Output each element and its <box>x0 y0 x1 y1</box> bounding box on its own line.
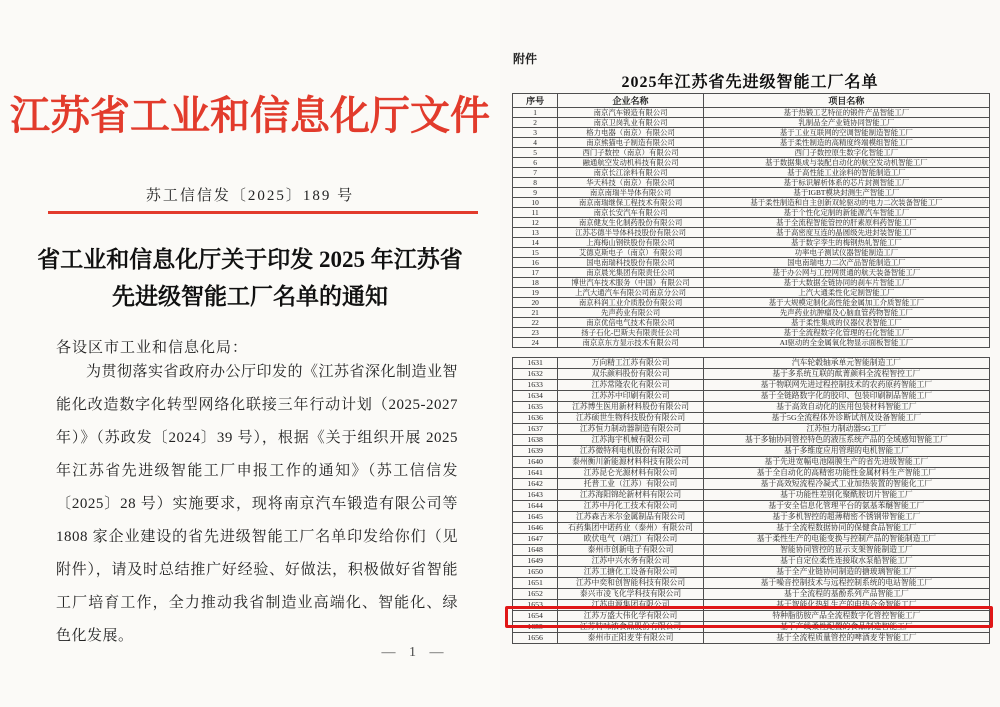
table-header-row <box>513 94 990 108</box>
row-index: 1649 <box>513 556 558 567</box>
company-name: 上海梅山钢铁股份有限公司 <box>558 238 703 248</box>
row-index: 17 <box>513 268 558 278</box>
row-index: 1648 <box>513 545 558 556</box>
table-row <box>513 600 990 611</box>
table-row <box>513 168 990 178</box>
notice-title-line2: 先进级智能工厂名单的通知 <box>112 284 388 309</box>
company-name: 南京熊猫电子制造有限公司 <box>558 138 703 148</box>
notice-title-line1: 省工业和信息化厅关于印发 2025 年江苏省 <box>37 247 463 272</box>
table-row <box>513 512 990 523</box>
row-index: 9 <box>513 188 558 198</box>
company-name: 国电南瑞科技股份有限公司 <box>558 258 703 268</box>
factory-list-table-block2 <box>512 357 990 644</box>
row-index: 1643 <box>513 490 558 501</box>
row-index: 3 <box>513 128 558 138</box>
project-name: 基于高效短流程冷凝式工业加热装置的智能化工厂 <box>703 479 989 490</box>
company-name: 江苏申源集团有限公司 <box>558 600 703 611</box>
company-name: 江苏博生医用新材料股份有限公司 <box>558 402 703 413</box>
row-index: 15 <box>513 248 558 258</box>
company-name: 南京汽车锻造有限公司 <box>558 108 703 118</box>
company-name: 双乐颜料股份有限公司 <box>558 369 703 380</box>
table-row <box>513 138 990 148</box>
table-row <box>513 208 990 218</box>
company-name: 江苏万盛大伟化学有限公司 <box>558 611 703 622</box>
row-index: 1651 <box>513 578 558 589</box>
row-index: 1639 <box>513 446 558 457</box>
row-index: 1641 <box>513 468 558 479</box>
table-row <box>513 118 990 128</box>
row-index: 1656 <box>513 633 558 644</box>
company-name: 南京优倍电气技术有限公司 <box>558 318 703 328</box>
row-index: 7 <box>513 168 558 178</box>
project-name: 基于热锻工艺特征的锻件产品智能工厂 <box>703 108 989 118</box>
company-name: 南京长江涂料有限公司 <box>558 168 703 178</box>
project-name: 基于个性化定制的新能源汽车智能工厂 <box>703 208 989 218</box>
row-index: 13 <box>513 228 558 238</box>
company-name: 南京健友生化制药股份有限公司 <box>558 218 703 228</box>
row-index: 12 <box>513 218 558 228</box>
company-name: 欧伏电气（靖江）有限公司 <box>558 534 703 545</box>
row-index: 1631 <box>513 358 558 369</box>
company-name: 石药集团中诺药业（泰州）有限公司 <box>558 523 703 534</box>
company-name: 融通航空发动机科技有限公司 <box>558 158 703 168</box>
company-name: 格力电器（南京）有限公司 <box>558 128 703 138</box>
table-row <box>513 391 990 402</box>
table-row <box>513 468 990 479</box>
row-index: 24 <box>513 338 558 348</box>
row-index: 1638 <box>513 435 558 446</box>
row-index: 1 <box>513 108 558 118</box>
row-index: 18 <box>513 278 558 288</box>
company-name: 江苏中兴水务有限公司 <box>558 556 703 567</box>
table-row <box>513 501 990 512</box>
company-name: 博世汽车技术服务（中国）有限公司 <box>558 278 703 288</box>
row-index: 20 <box>513 298 558 308</box>
row-index: 5 <box>513 148 558 158</box>
project-name: 基于IGBT模块封测生产智能工厂 <box>703 188 989 198</box>
row-index: 23 <box>513 328 558 338</box>
letterhead-divider <box>48 211 478 214</box>
project-name: 功率电子测试仪器智能制造工厂 <box>703 248 989 258</box>
company-name: 江苏微特利电机股份有限公司 <box>558 446 703 457</box>
project-name: 基于工业互联网的空调智能制造智能工厂 <box>703 128 989 138</box>
company-name: 江苏昆仑光源材料有限公司 <box>558 468 703 479</box>
project-name: 汽车轮毂轴承单元智能制造工厂 <box>703 358 989 369</box>
project-name: 基于高性能工业涂料的智能制造工厂 <box>703 168 989 178</box>
page-number: — 1 — <box>381 645 449 660</box>
row-index: 1645 <box>513 512 558 523</box>
project-name: 基于高密度互连的晶圆级先进封装智能工厂 <box>703 228 989 238</box>
attachment-table-title: 2025年江苏省先进级智能工厂名单 <box>621 74 879 91</box>
project-name: 国电南瑞电力二次产品智能制造工厂 <box>703 258 989 268</box>
table-row <box>513 633 990 644</box>
project-name: AI驱动的全金属氧化物显示面板智能工厂 <box>703 338 989 348</box>
company-name: 上汽大通汽车有限公司南京分公司 <box>558 288 703 298</box>
project-name: 基于标识解析体系的芯片封测智能工厂 <box>703 178 989 188</box>
project-name: 基于5G全流程体外诊断试剂及设备智能工厂 <box>703 413 989 424</box>
company-name: 泰州市创新电子有限公司 <box>558 545 703 556</box>
project-name: 乳制品全产业链协同智能工厂 <box>703 118 989 128</box>
table-row <box>513 238 990 248</box>
company-name: 江苏海宇机械有限公司 <box>558 435 703 446</box>
company-name: 江苏中丹化工技术有限公司 <box>558 501 703 512</box>
table-row <box>513 258 990 268</box>
row-index: 1653 <box>513 600 558 611</box>
table-row <box>513 523 990 534</box>
table-row <box>513 578 990 589</box>
table-row <box>513 446 990 457</box>
company-name: 南京京东方显示技术有限公司 <box>558 338 703 348</box>
project-name: 基于大数据全链协同的刹车片智能工厂 <box>703 278 989 288</box>
salutation: 各设区市工业和信息化局： <box>56 340 249 356</box>
row-index: 11 <box>513 208 558 218</box>
row-index: 22 <box>513 318 558 328</box>
project-name: 基于全流程智能管控的肝素原料药智能工厂 <box>703 218 989 228</box>
column-header: 序号 <box>513 94 558 108</box>
company-name: 南京科润工业介质股份有限公司 <box>558 298 703 308</box>
column-header: 企业名称 <box>558 94 703 108</box>
row-index: 1632 <box>513 369 558 380</box>
project-name: 基于柔性集成的仪器仪表智能工厂 <box>703 318 989 328</box>
company-name: 南京晨光集团有限责任公司 <box>558 268 703 278</box>
row-index: 16 <box>513 258 558 268</box>
company-name: 江苏特味浓食品股份有限公司 <box>558 622 703 633</box>
table-row <box>513 328 990 338</box>
table-row <box>513 228 990 238</box>
table-row <box>513 358 990 369</box>
company-name: 江苏常隆农化有限公司 <box>558 380 703 391</box>
table-row <box>513 424 990 435</box>
table-row <box>513 589 990 600</box>
table-row <box>513 268 990 278</box>
row-index: 19 <box>513 288 558 298</box>
row-index: 1652 <box>513 589 558 600</box>
company-name: 江苏恒力制动器制造有限公司 <box>558 424 703 435</box>
project-name: 基于产线柔性配置的食品制造智能工厂 <box>703 622 989 633</box>
project-name: 基于全流程质量管控的啤酒麦芽智能工厂 <box>703 633 989 644</box>
company-name: 江苏海阳锦纶新材料有限公司 <box>558 490 703 501</box>
company-name: 南京南瑞继保工程技术有限公司 <box>558 198 703 208</box>
table-row <box>513 435 990 446</box>
row-index: 1655 <box>513 622 558 633</box>
project-name: 基于先进宽幅电池隔膜生产的省先进级智能工厂 <box>703 457 989 468</box>
row-index: 1646 <box>513 523 558 534</box>
project-name: 基于多系统互联的酞菁颜料全流程智控工厂 <box>703 369 989 380</box>
document-number: 苏工信信发〔2025〕189 号 <box>145 188 355 204</box>
project-name: 基于柔性制造和自主创新双轮驱动的电力二次装备智能工厂 <box>703 198 989 208</box>
project-name: 江苏恒力制动器5G工厂 <box>703 424 989 435</box>
company-name: 江苏苏中印刷有限公司 <box>558 391 703 402</box>
table-row <box>513 188 990 198</box>
project-name: 基于数字孪生的梅钢热轧智能工厂 <box>703 238 989 248</box>
project-name: 特种脂肪胺产品全流程数字化管控智能工厂 <box>703 611 989 622</box>
table-row <box>513 158 990 168</box>
table-row <box>513 278 990 288</box>
company-name: 先声药业有限公司 <box>558 308 703 318</box>
project-name: 基于物联网先进过程控制技术的农药原药智能工厂 <box>703 380 989 391</box>
project-name: 基于多机智控的超薄精密不锈钢带智能工厂 <box>703 512 989 523</box>
table-row <box>513 178 990 188</box>
table-row <box>513 308 990 318</box>
company-name: 华天科技（南京）有限公司 <box>558 178 703 188</box>
row-index: 1644 <box>513 501 558 512</box>
company-name: 江苏中奕和创智能科技有限公司 <box>558 578 703 589</box>
company-name: 泰州衡川新能源材料科技有限公司 <box>558 457 703 468</box>
company-name: 南京卫岗乳业有限公司 <box>558 118 703 128</box>
row-index: 1634 <box>513 391 558 402</box>
project-name: 基于全流程数据协同的保健食品智能工厂 <box>703 523 989 534</box>
row-index: 1640 <box>513 457 558 468</box>
project-name: 基于智能化热轧生产的电热合金智能工厂 <box>703 600 989 611</box>
company-name: 南京长安汽车有限公司 <box>558 208 703 218</box>
table-row <box>513 318 990 328</box>
row-index: 1654 <box>513 611 558 622</box>
project-name: 智能协同管控的显示支架智能制造工厂 <box>703 545 989 556</box>
project-name: 基于全流程的基酚系列产品智能工厂 <box>703 589 989 600</box>
project-name: 基于全流程数字化管理的石化智能工厂 <box>703 328 989 338</box>
table-row <box>513 198 990 208</box>
table-row <box>513 148 990 158</box>
row-index: 4 <box>513 138 558 148</box>
attachment-label: 附件 <box>513 52 538 66</box>
row-index: 1633 <box>513 380 558 391</box>
table-row <box>513 556 990 567</box>
row-index: 1650 <box>513 567 558 578</box>
factory-list-table-block1 <box>512 93 990 348</box>
letterhead-title: 江苏省工业和信息化厅文件 <box>10 93 490 138</box>
company-name: 万向精工江苏有限公司 <box>558 358 703 369</box>
table-row <box>513 108 990 118</box>
table-row <box>513 622 990 633</box>
company-name: 江苏芯德半导体科技股份有限公司 <box>558 228 703 238</box>
table-row <box>513 479 990 490</box>
project-name: 先声药业抗肿瘤及心脑血管药物智能工厂 <box>703 308 989 318</box>
company-name: 江苏硕世生物科技股份有限公司 <box>558 413 703 424</box>
row-index: 1636 <box>513 413 558 424</box>
company-name: 泰兴市凌飞化学科技有限公司 <box>558 589 703 600</box>
table-row <box>513 534 990 545</box>
project-name: 西门子数控原生数字化智能工厂 <box>703 148 989 158</box>
project-name: 上汽大通柔性化定制智能工厂 <box>703 288 989 298</box>
row-index: 1647 <box>513 534 558 545</box>
project-name: 基于办公网与工控网贯通的航天装备智能工厂 <box>703 268 989 278</box>
row-index: 10 <box>513 198 558 208</box>
project-name: 基于多维度应用管理的电机智能工厂 <box>703 446 989 457</box>
project-name: 基于全链路数字化的胶印、包装印刷制品智能工厂 <box>703 391 989 402</box>
table-row <box>513 567 990 578</box>
project-name: 基于安全信息化管理平台的氨基苯醚智能工厂 <box>703 501 989 512</box>
table-row <box>513 413 990 424</box>
table-row <box>513 490 990 501</box>
company-name: 扬子石化-巴斯夫有限责任公司 <box>558 328 703 338</box>
table-row <box>513 338 990 348</box>
table-row <box>513 288 990 298</box>
table-row <box>513 298 990 308</box>
notice-title <box>0 241 500 315</box>
project-name: 基于功能性差别化聚酰胺切片智能工厂 <box>703 490 989 501</box>
project-name: 基于柔性制造的高精度终端模组智能工厂 <box>703 138 989 148</box>
company-name: 托普工业（江苏）有限公司 <box>558 479 703 490</box>
table-row <box>513 545 990 556</box>
row-index: 2 <box>513 118 558 128</box>
project-name: 基于噪音控制技术与远程控制系统的电站智能工厂 <box>703 578 989 589</box>
project-name: 基于全自动化的高精密功能性金属材料生产智能工厂 <box>703 468 989 479</box>
row-index: 8 <box>513 178 558 188</box>
table-row <box>513 369 990 380</box>
company-name: 南京南瑞半导体有限公司 <box>558 188 703 198</box>
table-row <box>513 248 990 258</box>
project-name: 基于大规模定制化高性能金属加工介质智能工厂 <box>703 298 989 308</box>
project-name: 基于数据集成与装配自动化的航空发动机智能工厂 <box>703 158 989 168</box>
company-name: 江苏森吉米尔金属制品有限公司 <box>558 512 703 523</box>
table-row <box>513 218 990 228</box>
company-name: 泰州市正阳麦芽有限公司 <box>558 633 703 644</box>
table-row <box>513 380 990 391</box>
project-name: 基于自定位柔性连接取水泵船智能工厂 <box>703 556 989 567</box>
project-name: 基于多轴协同管控特色的液压系统产品的全域感知智能工厂 <box>703 435 989 446</box>
column-header: 项目名称 <box>703 94 989 108</box>
table-row <box>513 402 990 413</box>
row-index: 1635 <box>513 402 558 413</box>
table-row <box>513 611 990 622</box>
table-row <box>513 457 990 468</box>
company-name: 西门子数控（南京）有限公司 <box>558 148 703 158</box>
project-name: 基于全产业链协同制造的搪玻璃智能工厂 <box>703 567 989 578</box>
project-name: 基于柔性生产的电能变换与控制产品的智能制造工厂 <box>703 534 989 545</box>
company-name: 江苏工搪化工设备有限公司 <box>558 567 703 578</box>
row-index: 14 <box>513 238 558 248</box>
notice-body: 为贯彻落实省政府办公厅印发的《江苏省深化制造业智能化改造数字化转型网络化联接三年行动计划（2025-2027 年）》（苏政发〔2024〕39 号），根据《关于组织开展 2025 年江苏省先进级智能工厂申报工作的通知》（苏工信信发〔2025〕28 号）实施要求，现将南京汽车锻造有限公司等 1808 家企业建设的省先进级智能工厂名单印发给你们（见附件），请及时总结推广好经验、好做法，积极做好省智能工厂培育工作，全力推动我省制造业高端化、智能化、绿色化发展。 <box>56 364 459 644</box>
company-name: 艾德克斯电子（南京）有限公司 <box>558 248 703 258</box>
row-index: 21 <box>513 308 558 318</box>
row-index: 1637 <box>513 424 558 435</box>
row-index: 1642 <box>513 479 558 490</box>
project-name: 基于高效自动化的医用包装材料智能工厂 <box>703 402 989 413</box>
row-index: 6 <box>513 158 558 168</box>
table-row <box>513 128 990 138</box>
